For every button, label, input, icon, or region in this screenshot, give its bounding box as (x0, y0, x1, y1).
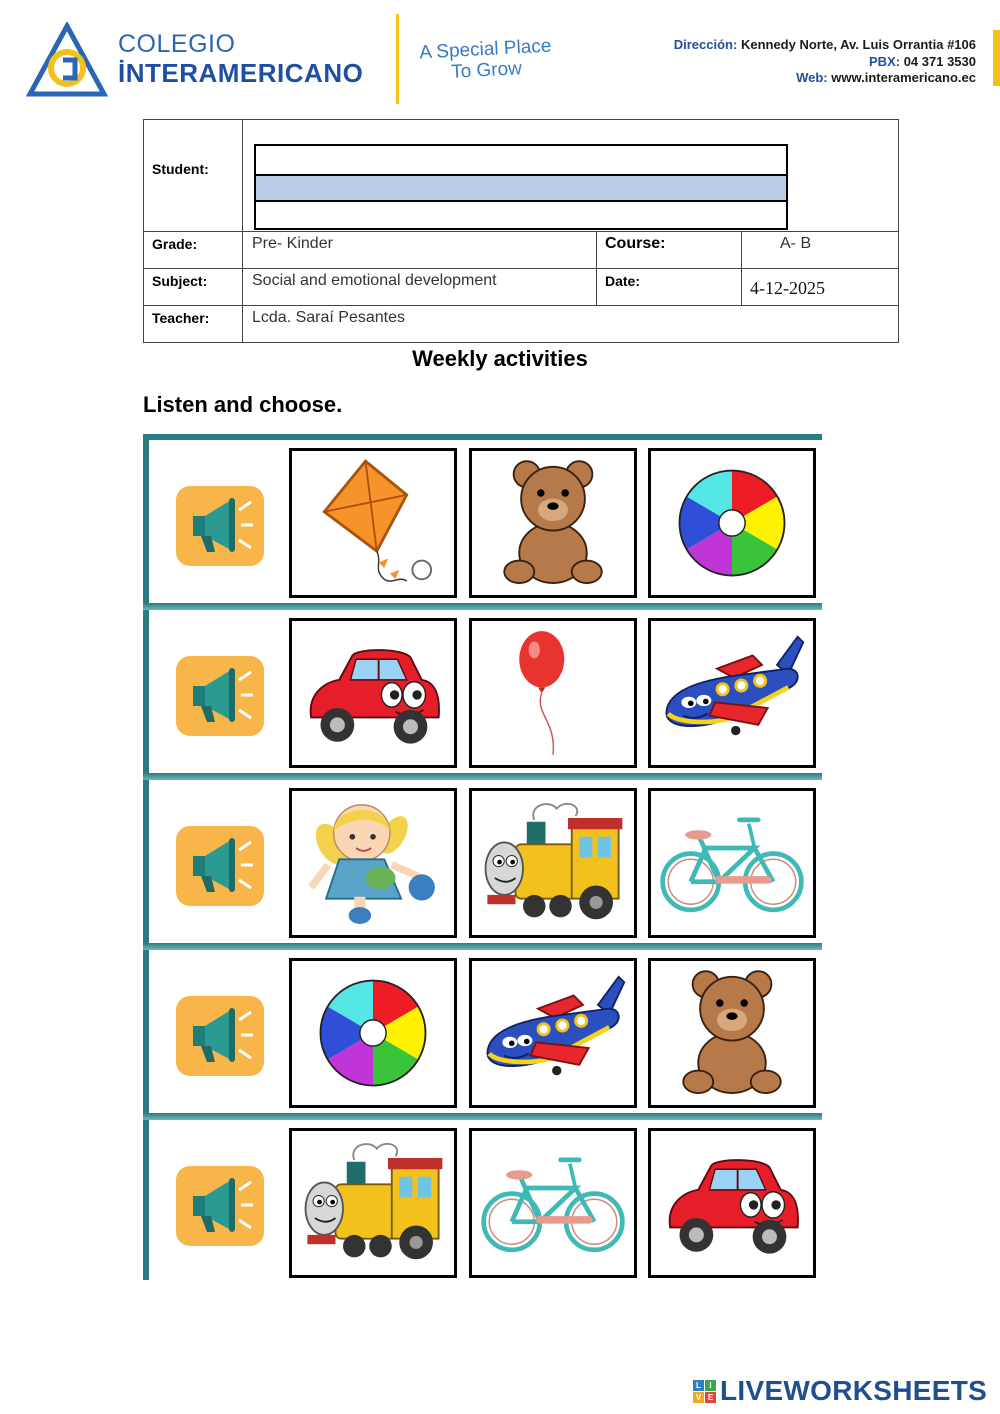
phone-value: 04 371 3530 (903, 53, 976, 69)
answer-option-beach-ball-picture[interactable] (648, 448, 816, 598)
row-divider (143, 773, 822, 780)
web-line (674, 70, 976, 87)
liveworksheets-logo-icon (693, 1380, 716, 1403)
cube-letter: E (705, 1392, 716, 1403)
megaphone-icon (185, 662, 255, 731)
instruction-text: Listen and choose. (143, 392, 343, 417)
answer-option-teddy-bear-picture[interactable] (648, 958, 816, 1108)
activity-row (143, 610, 822, 780)
airplane-icon (657, 623, 807, 763)
cube-letter: I (705, 1380, 716, 1391)
web-label: Web: (796, 70, 828, 86)
student-info-table (143, 119, 899, 343)
school-contact (674, 37, 976, 87)
activity-row (143, 780, 822, 950)
teddy-bear-icon (478, 453, 628, 593)
answer-option-teddy-bear-picture[interactable] (469, 448, 637, 598)
address-line (674, 37, 976, 54)
course-label: Course: (605, 235, 666, 252)
header-divider (396, 14, 399, 104)
answer-option-car-picture[interactable] (289, 618, 457, 768)
train-icon (298, 1133, 448, 1273)
megaphone-icon (185, 1172, 255, 1241)
play-audio-button[interactable] (176, 1166, 264, 1246)
answer-option-car-picture[interactable] (648, 1128, 816, 1278)
grade-value: Pre- Kinder (252, 235, 333, 252)
answer-option-balloon-picture[interactable] (469, 618, 637, 768)
bicycle-icon (657, 793, 807, 933)
address-label: Dirección: (673, 37, 738, 52)
grade-label: Grade: (152, 236, 198, 252)
cube-letter: V (693, 1392, 704, 1403)
school-slogan (419, 37, 553, 86)
answer-option-train-picture[interactable] (469, 788, 637, 938)
school-logo-icon (26, 22, 108, 98)
answer-option-train-picture[interactable] (289, 1128, 457, 1278)
megaphone-icon (185, 492, 255, 561)
table-rule (596, 231, 597, 305)
play-audio-button[interactable] (176, 996, 264, 1076)
megaphone-icon (185, 1002, 255, 1071)
student-name-input-highlight[interactable] (256, 174, 786, 202)
teacher-value: Lcda. Saraí Pesantes (252, 309, 405, 326)
school-name-line1: COLEGIO (118, 30, 236, 58)
cube-letter: L (693, 1380, 704, 1391)
student-name-field[interactable] (254, 144, 788, 230)
answer-option-airplane-picture[interactable] (469, 958, 637, 1108)
table-rule (242, 120, 243, 342)
answer-option-doll-picture[interactable] (289, 788, 457, 938)
train-icon (478, 793, 628, 933)
liveworksheets-brand (693, 1375, 987, 1407)
date-value: 4-12-2025 (750, 278, 825, 298)
answer-option-beach-ball-picture[interactable] (289, 958, 457, 1108)
phone-line (674, 54, 976, 71)
answer-option-kite-picture[interactable] (289, 448, 457, 598)
activity-row (143, 440, 822, 610)
teddy-bear-icon (657, 963, 807, 1103)
activity-row (143, 950, 822, 1120)
row-divider (143, 943, 822, 950)
school-name-line2: İNTERAMERICANO (118, 58, 364, 88)
row-divider (143, 1113, 822, 1120)
date-label: Date: (605, 273, 641, 289)
bicycle-icon (478, 1133, 628, 1273)
kite-icon (298, 453, 448, 593)
table-rule (741, 231, 742, 305)
table-rule (144, 305, 898, 306)
answer-option-airplane-picture[interactable] (648, 618, 816, 768)
slogan-line1: A Special Place (418, 35, 552, 64)
student-label: Student: (152, 161, 209, 177)
answer-option-bicycle-picture[interactable] (648, 788, 816, 938)
play-audio-button[interactable] (176, 486, 264, 566)
slogan-line2: To Grow (450, 58, 523, 83)
activity-row (143, 1120, 822, 1280)
play-audio-button[interactable] (176, 656, 264, 736)
page-title: Weekly activities (412, 346, 588, 371)
balloon-icon (478, 623, 628, 763)
school-name (118, 32, 363, 86)
table-rule (144, 268, 898, 269)
subject-label: Subject: (152, 273, 208, 289)
subject-value: Social and emotional development (252, 272, 497, 289)
phone-label: PBX: (869, 53, 901, 69)
doll-icon (298, 793, 448, 933)
web-value: www.interamericano.ec (831, 70, 976, 86)
airplane-icon (478, 963, 628, 1103)
beach-ball-icon (657, 453, 807, 593)
corner-accent-bar (993, 30, 1000, 86)
answer-option-bicycle-picture[interactable] (469, 1128, 637, 1278)
teacher-label: Teacher: (152, 310, 210, 326)
megaphone-icon (185, 832, 255, 901)
car-icon (298, 623, 448, 763)
course-value: A- B (780, 235, 812, 252)
liveworksheets-wordmark: LIVEWORKSHEETS (720, 1375, 988, 1406)
table-rule (144, 231, 898, 232)
play-audio-button[interactable] (176, 826, 264, 906)
address-value: Kennedy Norte, Av. Luis Orrantia #106 (740, 37, 976, 52)
listen-and-choose-grid (143, 434, 822, 1280)
car-icon (657, 1133, 807, 1273)
beach-ball-icon (298, 963, 448, 1103)
row-divider (143, 603, 822, 610)
